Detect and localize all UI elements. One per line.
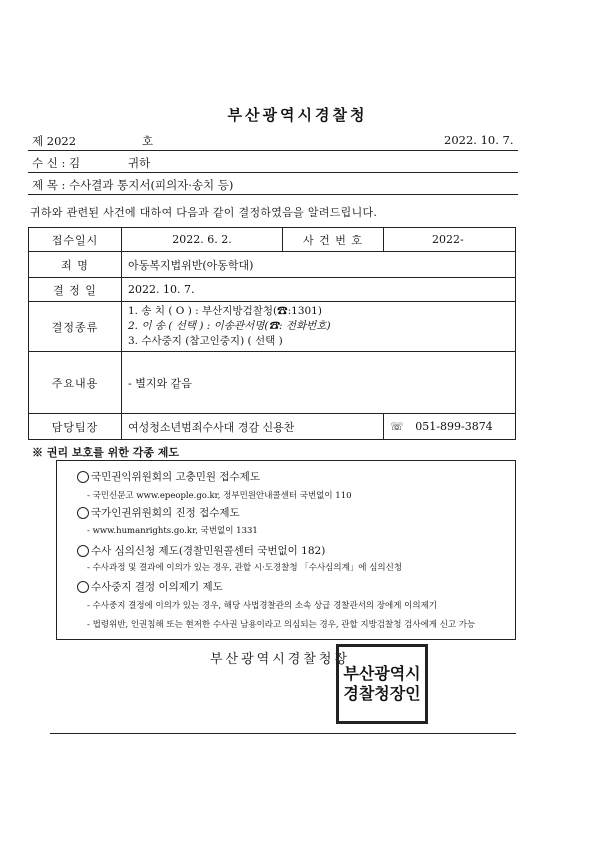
circle-bullet-icon bbox=[77, 545, 89, 557]
recipient-label: 수 신 : 김 bbox=[32, 156, 81, 170]
signer-name: 부산광역시경찰청장 bbox=[210, 652, 351, 667]
circle-bullet-icon bbox=[77, 471, 89, 483]
header-divider bbox=[28, 172, 518, 173]
rights-item-4-detail-2: - 법령위반, 인권침해 또는 현저한 수사권 남용이라고 의심되는 경우, 관할 지방검찰청 검사에게 신고 가능 bbox=[87, 620, 476, 630]
table-row bbox=[29, 252, 516, 278]
rights-item-2: 국가인권위원회의 진정 접수제도 bbox=[77, 505, 240, 520]
phone-icon: ☏ bbox=[390, 420, 404, 433]
footer-divider bbox=[50, 733, 516, 734]
rights-box bbox=[56, 460, 516, 640]
receipt-date-value: 2022. 6. 2. bbox=[122, 228, 283, 252]
crime-label: 죄 명 bbox=[29, 252, 122, 278]
decision-type-values bbox=[122, 302, 516, 352]
rights-item-4-detail-1: - 수사중지 결정에 이의가 있는 경우, 해당 사법경찰관의 소속 상급 경찰관서의 장에게 이의제기 bbox=[87, 601, 438, 611]
decision-date-label: 결 정 일 bbox=[29, 278, 122, 302]
header-divider bbox=[28, 150, 518, 151]
rights-item-4: 수사중지 결정 이의제기 제도 bbox=[77, 579, 223, 594]
case-number-value: 2022- bbox=[384, 228, 516, 252]
table-row bbox=[29, 352, 516, 414]
officer-label: 담당팀장 bbox=[29, 414, 122, 440]
document-title: 부산광역시경찰청 bbox=[227, 106, 368, 124]
recipient-suffix: 귀하 bbox=[128, 156, 151, 170]
seal-text-line-1: 부산광역시 bbox=[343, 664, 421, 683]
decision-type-label: 결정종류 bbox=[29, 302, 122, 352]
rights-item-3: 수사 심의신청 제도(경찰민원콜센터 국번없이 182) bbox=[77, 543, 325, 558]
doc-number-suffix: 호 bbox=[142, 134, 154, 148]
rights-item-3-detail: - 수사과정 및 결과에 이의가 있는 경우, 관할 시·도경찰청 「수사심의계」에 심의신청 bbox=[87, 563, 403, 573]
phone-number: 051-899-3874 bbox=[415, 420, 493, 433]
intro-text: 귀하와 관련된 사건에 대하여 다음과 같이 결정하였음을 알려드립니다. bbox=[30, 206, 378, 219]
rights-item-1-detail: - 국민신문고 www.epeople.go.kr, 정부민원안내콜센터 국번없이 110 bbox=[87, 491, 352, 501]
table-row bbox=[29, 228, 516, 252]
document-date: 2022. 10. 7. bbox=[444, 133, 514, 147]
result-table bbox=[28, 227, 516, 440]
table-row bbox=[29, 302, 516, 352]
rights-item-2-detail: - www.humanrights.go.kr, 국번없이 1331 bbox=[87, 526, 258, 536]
decision-option-2: 2. 이 송 ( 선택 ) : 이송관서명(☎: 전화번호) bbox=[128, 320, 331, 332]
crime-value: 아동복지법위반(아동학대) bbox=[122, 252, 516, 278]
header-divider bbox=[28, 194, 518, 195]
receipt-date-label: 접수일시 bbox=[29, 228, 122, 252]
table-row bbox=[29, 414, 516, 440]
doc-number-label: 제 2022 bbox=[32, 134, 77, 148]
case-number-label: 사 건 번 호 bbox=[283, 228, 384, 252]
content-label: 주요내용 bbox=[29, 352, 122, 414]
circle-bullet-icon bbox=[77, 507, 89, 519]
rights-item-1: 국민권익위원회의 고충민원 접수제도 bbox=[77, 469, 260, 484]
phone-cell bbox=[384, 414, 516, 440]
decision-date-value: 2022. 10. 7. bbox=[122, 278, 516, 302]
official-seal bbox=[336, 644, 428, 724]
decision-option-3: 3. 수사중지 (참고인중지) ( 선택 ) bbox=[128, 335, 283, 347]
subject-line: 제 목 : 수사결과 통지서(피의자·송치 등) bbox=[32, 178, 234, 192]
seal-text-line-2: 경찰청장인 bbox=[343, 684, 421, 703]
officer-value: 여성청소년범죄수사대 경감 신용찬 bbox=[122, 414, 384, 440]
decision-option-1: 1. 송 치 ( O ) : 부산지방검찰청(☎:1301) bbox=[128, 305, 322, 317]
content-value: - 별지와 같음 bbox=[122, 352, 516, 414]
circle-bullet-icon bbox=[77, 581, 89, 593]
table-row bbox=[29, 278, 516, 302]
rights-heading: ※ 권리 보호를 위한 각종 제도 bbox=[32, 446, 180, 459]
